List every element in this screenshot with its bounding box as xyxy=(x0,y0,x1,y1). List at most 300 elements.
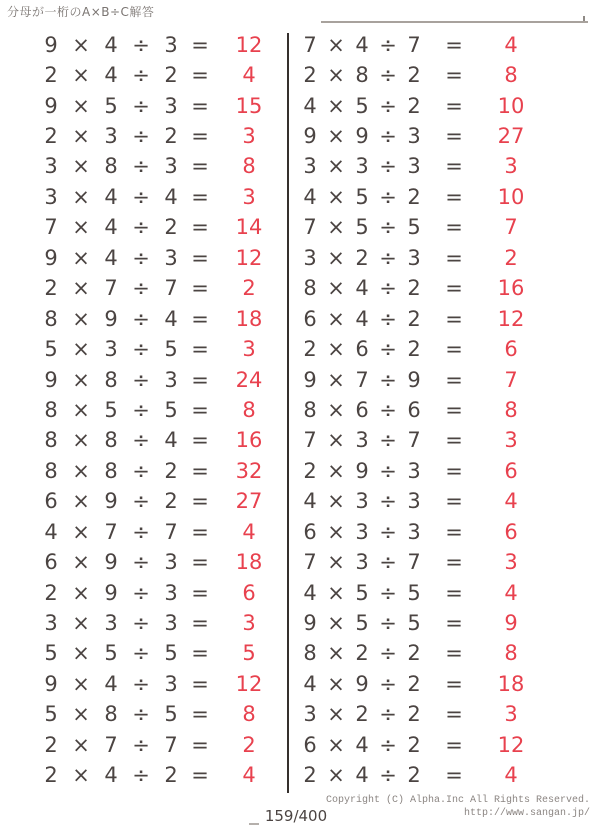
operand-a: 6 xyxy=(44,489,58,514)
equation-row xyxy=(36,456,284,486)
divide-icon: ÷ xyxy=(379,519,397,544)
divide-icon: ÷ xyxy=(379,245,397,270)
operand-c: 7 xyxy=(407,550,421,575)
equals-sign: = xyxy=(191,32,209,57)
equation-row xyxy=(297,730,543,760)
operand-c: 9 xyxy=(407,367,421,392)
operand-a: 3 xyxy=(303,702,317,727)
divide-icon: ÷ xyxy=(132,732,150,757)
equation-row xyxy=(36,395,284,425)
multiply-icon: × xyxy=(327,306,345,331)
multiply-icon: × xyxy=(327,671,345,696)
answer-value: 3 xyxy=(242,124,256,149)
operand-c: 4 xyxy=(164,428,178,453)
multiply-icon: × xyxy=(327,276,345,301)
operand-a: 7 xyxy=(44,215,58,240)
equation-row xyxy=(297,274,543,304)
equals-sign: = xyxy=(445,580,463,605)
operand-b: 5 xyxy=(355,215,369,240)
answer-value: 2 xyxy=(242,276,256,301)
equals-sign: = xyxy=(445,32,463,57)
divide-icon: ÷ xyxy=(379,32,397,57)
equation-row xyxy=(36,243,284,273)
divide-icon: ÷ xyxy=(379,428,397,453)
equals-sign: = xyxy=(445,367,463,392)
operand-a: 9 xyxy=(303,367,317,392)
equation-row xyxy=(36,334,284,364)
multiply-icon: × xyxy=(72,184,90,209)
equation-row xyxy=(297,213,543,243)
operand-a: 9 xyxy=(44,671,58,696)
operand-c: 5 xyxy=(164,641,178,666)
operand-c: 5 xyxy=(164,337,178,362)
divide-icon: ÷ xyxy=(132,550,150,575)
operand-b: 8 xyxy=(104,154,118,179)
equation-row xyxy=(36,365,284,395)
equation-row xyxy=(297,578,543,608)
operand-a: 6 xyxy=(44,550,58,575)
operand-b: 2 xyxy=(355,702,369,727)
divide-icon: ÷ xyxy=(132,671,150,696)
answer-value: 12 xyxy=(497,732,525,757)
equals-sign: = xyxy=(191,611,209,636)
equals-sign: = xyxy=(191,763,209,788)
multiply-icon: × xyxy=(72,458,90,483)
operand-c: 2 xyxy=(407,641,421,666)
equation-row xyxy=(297,761,543,791)
answer-value: 12 xyxy=(235,245,263,270)
operand-b: 8 xyxy=(104,458,118,483)
operand-a: 8 xyxy=(303,276,317,301)
equation-row xyxy=(36,547,284,577)
operand-c: 5 xyxy=(407,215,421,240)
divide-icon: ÷ xyxy=(379,702,397,727)
operand-a: 4 xyxy=(303,489,317,514)
equation-row xyxy=(36,426,284,456)
answer-value: 8 xyxy=(242,702,256,727)
answer-value: 12 xyxy=(235,32,263,57)
operand-a: 9 xyxy=(44,245,58,270)
answer-value: 3 xyxy=(242,184,256,209)
multiply-icon: × xyxy=(327,702,345,727)
operand-b: 4 xyxy=(104,63,118,88)
operand-c: 2 xyxy=(164,124,178,149)
divide-icon: ÷ xyxy=(379,63,397,88)
divide-icon: ÷ xyxy=(379,550,397,575)
divide-icon: ÷ xyxy=(132,32,150,57)
divide-icon: ÷ xyxy=(379,580,397,605)
equals-sign: = xyxy=(191,458,209,483)
equals-sign: = xyxy=(191,215,209,240)
equals-sign: = xyxy=(191,702,209,727)
operand-c: 3 xyxy=(164,154,178,179)
operand-a: 2 xyxy=(303,763,317,788)
operand-c: 3 xyxy=(164,671,178,696)
divide-icon: ÷ xyxy=(379,306,397,331)
divide-icon: ÷ xyxy=(379,154,397,179)
operand-c: 6 xyxy=(407,397,421,422)
operand-b: 9 xyxy=(355,124,369,149)
operand-a: 6 xyxy=(303,732,317,757)
multiply-icon: × xyxy=(327,428,345,453)
equation-row xyxy=(36,761,284,791)
operand-a: 8 xyxy=(44,428,58,453)
answer-value: 3 xyxy=(242,337,256,362)
multiply-icon: × xyxy=(327,489,345,514)
answer-value: 4 xyxy=(242,63,256,88)
multiply-icon: × xyxy=(72,154,90,179)
multiply-icon: × xyxy=(327,63,345,88)
operand-b: 4 xyxy=(104,215,118,240)
operand-a: 2 xyxy=(303,458,317,483)
divide-icon: ÷ xyxy=(132,763,150,788)
multiply-icon: × xyxy=(72,337,90,362)
multiply-icon: × xyxy=(327,397,345,422)
operand-a: 3 xyxy=(44,611,58,636)
operand-b: 4 xyxy=(104,32,118,57)
operand-a: 7 xyxy=(303,550,317,575)
equals-sign: = xyxy=(445,63,463,88)
operand-a: 5 xyxy=(44,337,58,362)
operand-b: 5 xyxy=(355,184,369,209)
operand-b: 5 xyxy=(104,641,118,666)
operand-b: 9 xyxy=(355,458,369,483)
equals-sign: = xyxy=(445,276,463,301)
operand-c: 3 xyxy=(164,32,178,57)
operand-a: 8 xyxy=(303,641,317,666)
operand-c: 3 xyxy=(164,580,178,605)
equals-sign: = xyxy=(191,671,209,696)
operand-b: 5 xyxy=(355,580,369,605)
operand-a: 3 xyxy=(44,154,58,179)
equation-row xyxy=(297,608,543,638)
multiply-icon: × xyxy=(72,124,90,149)
operand-b: 3 xyxy=(355,154,369,179)
equals-sign: = xyxy=(445,245,463,270)
multiply-icon: × xyxy=(327,154,345,179)
operand-b: 4 xyxy=(355,763,369,788)
operand-b: 8 xyxy=(104,428,118,453)
equals-sign: = xyxy=(191,580,209,605)
multiply-icon: × xyxy=(327,93,345,118)
equation-row xyxy=(297,152,543,182)
multiply-icon: × xyxy=(327,580,345,605)
answer-value: 3 xyxy=(504,702,518,727)
divide-icon: ÷ xyxy=(132,580,150,605)
operand-b: 8 xyxy=(355,63,369,88)
operand-a: 9 xyxy=(303,611,317,636)
multiply-icon: × xyxy=(327,337,345,362)
multiply-icon: × xyxy=(72,519,90,544)
divide-icon: ÷ xyxy=(132,397,150,422)
equals-sign: = xyxy=(191,367,209,392)
operand-c: 2 xyxy=(407,306,421,331)
multiply-icon: × xyxy=(327,732,345,757)
equation-row xyxy=(297,487,543,517)
operand-a: 2 xyxy=(44,276,58,301)
divide-icon: ÷ xyxy=(379,732,397,757)
operand-c: 2 xyxy=(407,337,421,362)
operand-c: 7 xyxy=(407,428,421,453)
operand-c: 2 xyxy=(164,763,178,788)
operand-c: 3 xyxy=(164,93,178,118)
equals-sign: = xyxy=(191,489,209,514)
equation-row xyxy=(297,60,543,90)
operand-c: 7 xyxy=(407,32,421,57)
equals-sign: = xyxy=(191,63,209,88)
divide-icon: ÷ xyxy=(132,245,150,270)
divide-icon: ÷ xyxy=(379,215,397,240)
answer-value: 9 xyxy=(504,611,518,636)
divide-icon: ÷ xyxy=(379,489,397,514)
answer-value: 4 xyxy=(504,489,518,514)
operand-b: 9 xyxy=(104,550,118,575)
operand-b: 3 xyxy=(355,519,369,544)
operand-c: 2 xyxy=(407,63,421,88)
copyright-url: http://www.sangan.jp/ xyxy=(463,807,590,819)
operand-a: 4 xyxy=(303,671,317,696)
equation-row xyxy=(297,395,543,425)
multiply-icon: × xyxy=(327,519,345,544)
operand-c: 2 xyxy=(407,732,421,757)
answer-value: 5 xyxy=(242,641,256,666)
operand-a: 2 xyxy=(44,732,58,757)
multiply-icon: × xyxy=(72,763,90,788)
multiply-icon: × xyxy=(72,367,90,392)
operand-c: 3 xyxy=(407,124,421,149)
equals-sign: = xyxy=(191,184,209,209)
operand-c: 2 xyxy=(407,671,421,696)
equals-sign: = xyxy=(445,337,463,362)
operand-c: 5 xyxy=(407,611,421,636)
operand-a: 4 xyxy=(303,93,317,118)
divide-icon: ÷ xyxy=(379,641,397,666)
operand-b: 3 xyxy=(104,124,118,149)
divide-icon: ÷ xyxy=(132,154,150,179)
multiply-icon: × xyxy=(72,732,90,757)
divide-icon: ÷ xyxy=(132,519,150,544)
operand-b: 3 xyxy=(355,428,369,453)
equation-row xyxy=(297,30,543,60)
divide-icon: ÷ xyxy=(379,367,397,392)
operand-a: 8 xyxy=(44,306,58,331)
answer-value: 15 xyxy=(235,93,263,118)
multiply-icon: × xyxy=(327,367,345,392)
divide-icon: ÷ xyxy=(132,184,150,209)
operand-c: 2 xyxy=(164,489,178,514)
equals-sign: = xyxy=(445,641,463,666)
equation-row xyxy=(36,182,284,212)
multiply-icon: × xyxy=(72,580,90,605)
operand-a: 8 xyxy=(303,397,317,422)
operand-a: 3 xyxy=(303,154,317,179)
operand-a: 2 xyxy=(303,337,317,362)
operand-a: 2 xyxy=(44,63,58,88)
equals-sign: = xyxy=(445,184,463,209)
divide-icon: ÷ xyxy=(132,489,150,514)
equation-row xyxy=(36,30,284,60)
multiply-icon: × xyxy=(72,276,90,301)
answer-value: 14 xyxy=(235,215,263,240)
operand-b: 8 xyxy=(104,367,118,392)
operand-b: 3 xyxy=(355,489,369,514)
answer-value: 12 xyxy=(235,671,263,696)
operand-a: 8 xyxy=(44,458,58,483)
multiply-icon: × xyxy=(327,245,345,270)
divide-icon: ÷ xyxy=(379,337,397,362)
operand-b: 6 xyxy=(355,397,369,422)
equals-sign: = xyxy=(191,337,209,362)
equals-sign: = xyxy=(445,428,463,453)
answer-value: 8 xyxy=(504,63,518,88)
multiply-icon: × xyxy=(72,702,90,727)
equation-row xyxy=(36,578,284,608)
answer-value: 2 xyxy=(504,245,518,270)
equation-column-left xyxy=(36,30,284,791)
answer-value: 3 xyxy=(242,611,256,636)
divide-icon: ÷ xyxy=(132,276,150,301)
operand-c: 3 xyxy=(164,367,178,392)
equation-row xyxy=(36,608,284,638)
multiply-icon: × xyxy=(327,550,345,575)
answer-value: 3 xyxy=(504,428,518,453)
divide-icon: ÷ xyxy=(132,458,150,483)
operand-a: 3 xyxy=(303,245,317,270)
operand-c: 4 xyxy=(164,306,178,331)
divide-icon: ÷ xyxy=(132,367,150,392)
multiply-icon: × xyxy=(72,641,90,666)
answer-value: 12 xyxy=(497,306,525,331)
operand-c: 2 xyxy=(164,458,178,483)
answer-value: 6 xyxy=(504,519,518,544)
operand-c: 3 xyxy=(407,489,421,514)
operand-c: 2 xyxy=(164,63,178,88)
divide-icon: ÷ xyxy=(379,124,397,149)
answer-value: 3 xyxy=(504,154,518,179)
answer-value: 3 xyxy=(504,550,518,575)
multiply-icon: × xyxy=(327,184,345,209)
operand-b: 4 xyxy=(104,245,118,270)
equals-sign: = xyxy=(445,732,463,757)
operand-b: 8 xyxy=(104,702,118,727)
copyright-text: Copyright (C) Alpha.Inc All Rights Reserved. xyxy=(325,795,590,806)
answer-value: 18 xyxy=(497,671,525,696)
answer-value: 10 xyxy=(497,93,525,118)
operand-b: 2 xyxy=(355,245,369,270)
name-line xyxy=(321,21,588,23)
operand-b: 7 xyxy=(104,732,118,757)
answer-value: 7 xyxy=(504,367,518,392)
name-line-tick xyxy=(583,16,585,21)
operand-a: 2 xyxy=(44,580,58,605)
operand-a: 7 xyxy=(303,428,317,453)
operand-b: 3 xyxy=(104,337,118,362)
answer-value: 6 xyxy=(504,458,518,483)
operand-b: 3 xyxy=(355,550,369,575)
multiply-icon: × xyxy=(72,397,90,422)
equals-sign: = xyxy=(445,763,463,788)
operand-c: 3 xyxy=(164,611,178,636)
column-divider xyxy=(287,33,289,793)
operand-b: 4 xyxy=(355,276,369,301)
answer-value: 18 xyxy=(235,550,263,575)
equals-sign: = xyxy=(445,671,463,696)
answer-value: 27 xyxy=(235,489,263,514)
operand-a: 2 xyxy=(303,63,317,88)
equals-sign: = xyxy=(445,702,463,727)
answer-value: 4 xyxy=(504,580,518,605)
equation-row xyxy=(297,517,543,547)
multiply-icon: × xyxy=(72,550,90,575)
divide-icon: ÷ xyxy=(379,611,397,636)
operand-b: 9 xyxy=(104,306,118,331)
operand-b: 4 xyxy=(104,763,118,788)
equation-row xyxy=(297,91,543,121)
divide-icon: ÷ xyxy=(132,306,150,331)
operand-a: 4 xyxy=(303,184,317,209)
operand-c: 5 xyxy=(164,702,178,727)
operand-c: 2 xyxy=(407,702,421,727)
divide-icon: ÷ xyxy=(132,641,150,666)
operand-a: 9 xyxy=(44,32,58,57)
operand-c: 2 xyxy=(407,184,421,209)
operand-b: 6 xyxy=(355,337,369,362)
equals-sign: = xyxy=(191,550,209,575)
divide-icon: ÷ xyxy=(132,124,150,149)
equation-row xyxy=(36,730,284,760)
operand-a: 4 xyxy=(44,519,58,544)
equals-sign: = xyxy=(191,519,209,544)
operand-a: 2 xyxy=(44,763,58,788)
answer-value: 4 xyxy=(504,32,518,57)
equals-sign: = xyxy=(445,458,463,483)
operand-b: 4 xyxy=(355,32,369,57)
divide-icon: ÷ xyxy=(132,611,150,636)
equals-sign: = xyxy=(191,93,209,118)
equals-sign: = xyxy=(191,641,209,666)
operand-b: 7 xyxy=(104,519,118,544)
operand-c: 3 xyxy=(407,154,421,179)
equation-row xyxy=(297,334,543,364)
divide-icon: ÷ xyxy=(379,458,397,483)
equals-sign: = xyxy=(191,732,209,757)
multiply-icon: × xyxy=(72,93,90,118)
multiply-icon: × xyxy=(72,489,90,514)
operand-a: 6 xyxy=(303,519,317,544)
equation-row xyxy=(36,639,284,669)
divide-icon: ÷ xyxy=(132,428,150,453)
equals-sign: = xyxy=(445,215,463,240)
equals-sign: = xyxy=(445,519,463,544)
answer-value: 4 xyxy=(242,519,256,544)
operand-c: 5 xyxy=(164,397,178,422)
answer-value: 4 xyxy=(504,763,518,788)
operand-a: 8 xyxy=(44,397,58,422)
multiply-icon: × xyxy=(327,458,345,483)
operand-c: 7 xyxy=(164,276,178,301)
equation-row xyxy=(297,182,543,212)
operand-b: 5 xyxy=(104,397,118,422)
equals-sign: = xyxy=(445,124,463,149)
divide-icon: ÷ xyxy=(379,671,397,696)
equation-row xyxy=(36,60,284,90)
equation-row xyxy=(36,274,284,304)
operand-c: 7 xyxy=(164,519,178,544)
divide-icon: ÷ xyxy=(132,63,150,88)
equals-sign: = xyxy=(445,397,463,422)
operand-b: 5 xyxy=(104,93,118,118)
answer-value: 24 xyxy=(235,367,263,392)
